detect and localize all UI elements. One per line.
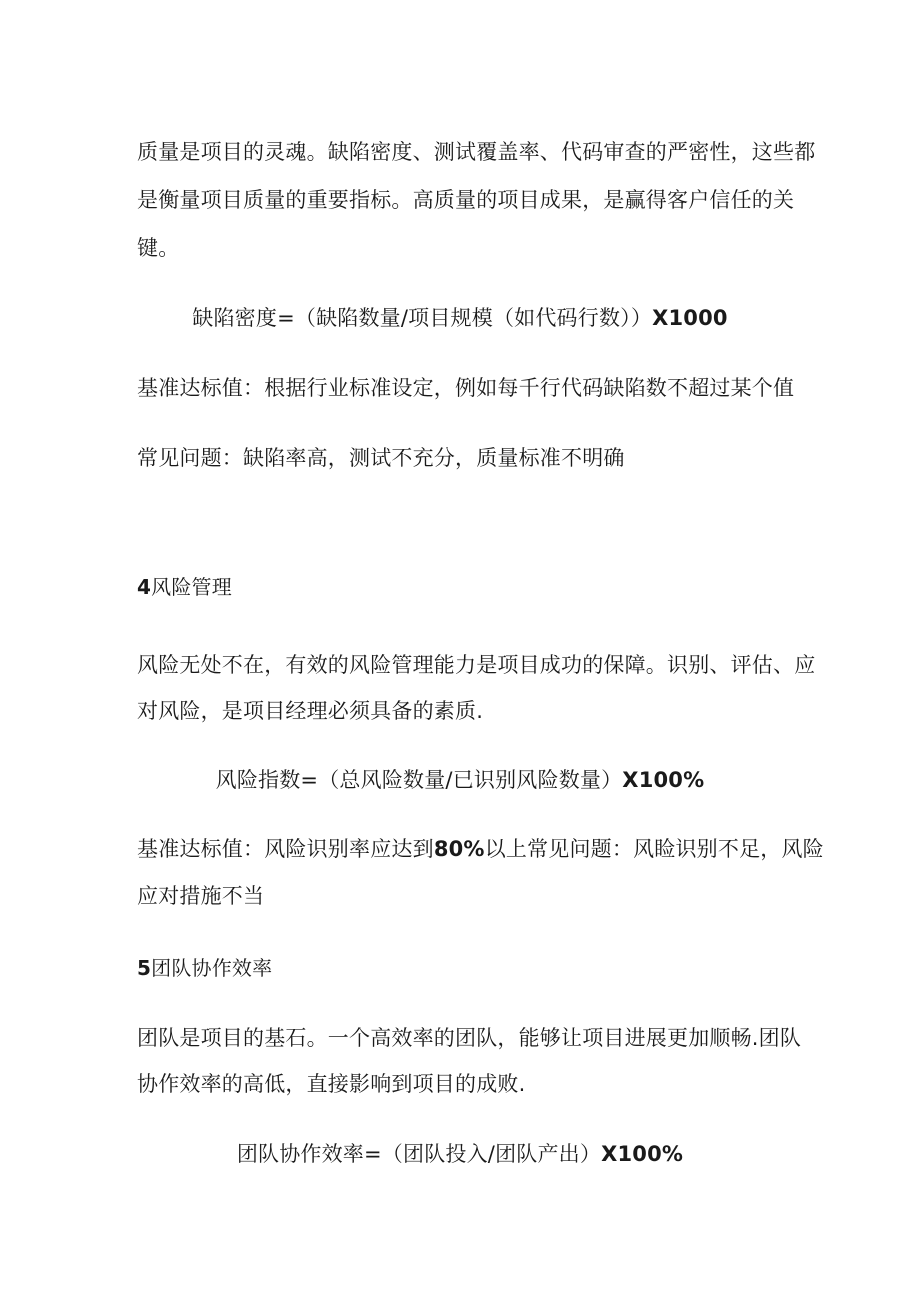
risk-benchmark-rate: 80% [433, 837, 485, 861]
risk-benchmark-line-2: 应对措施不当 [137, 884, 265, 908]
team-paragraph-line-1: 团队是项目的基石。一个高效率的团队，能够让项目进展更加顺畅.团队 [137, 1026, 802, 1050]
risk-index-formula-multiplier: X100% [622, 768, 705, 792]
team-efficiency-formula [0, 1140, 920, 1168]
risk-index-formula [0, 766, 920, 794]
risk-benchmark-text-b: 以上常见问题：风睑识别不足，风险 [484, 837, 824, 861]
team-efficiency-formula-text: 团队协作效率=（团队投入/团队产出） [236, 1142, 602, 1166]
defect-density-formula-multiplier: X1000 [652, 306, 728, 330]
quality-common-issues: 常见问题：缺陷率高，测试不充分，质量标准不明确 [137, 446, 625, 470]
section-number: 5 [137, 956, 152, 980]
risk-index-formula-text: 风险指数=（总风险数量/已识别风险数量） [215, 768, 623, 792]
section-heading-team-efficiency [137, 954, 272, 982]
quality-benchmark: 基准达标值：根据行业标准设定，例如每千行代码缺陷数不超过某个值 [137, 376, 795, 400]
defect-density-formula-text: 缺陷密度=（缺陷数量/项目规模（如代码行数）） [192, 306, 653, 330]
defect-density-formula [0, 304, 920, 332]
team-efficiency-formula-multiplier: X100% [601, 1142, 684, 1166]
section-number: 4 [137, 575, 152, 599]
section-title: 风险管理 [151, 575, 232, 599]
quality-paragraph-line-1: 质量是项目的灵魂。缺陷密度、测试覆盖率、代码审查的严密性，这些都 [137, 140, 816, 164]
risk-paragraph-line-1: 风险无处不在，有效的风险管理能力是项目成功的保障。识别、评估、应 [137, 653, 816, 677]
risk-benchmark-line-1 [137, 835, 824, 863]
risk-benchmark-text-a: 基准达标值：风险识别率应达到 [137, 837, 434, 861]
section-heading-risk-management [137, 573, 232, 601]
risk-paragraph-line-2: 对风险，是项目经理必须具备的素质. [137, 699, 484, 723]
team-paragraph-line-2: 协作效率的高低，直接影响到项目的成败. [137, 1072, 526, 1096]
quality-paragraph-line-3: 键。 [137, 236, 180, 260]
quality-paragraph-line-2: 是衡量项目质量的重要指标。高质量的项目成果，是赢得客户信任的关 [137, 188, 795, 212]
section-title: 团队协作效率 [151, 956, 273, 980]
